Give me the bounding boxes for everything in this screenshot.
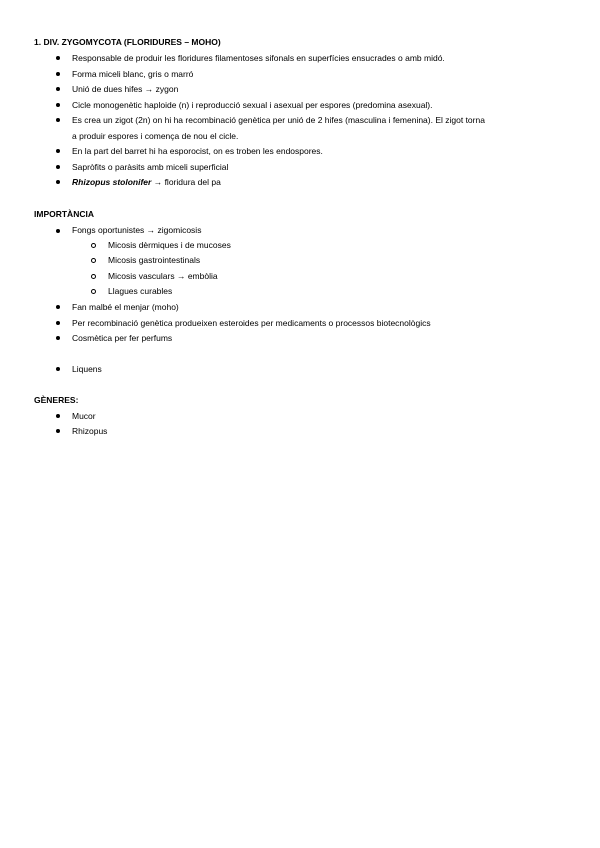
list-item: Fan malbé el menjar (moho): [72, 302, 179, 312]
list-item-continuation: a produir espores i comença de nou el cicle.: [72, 131, 239, 141]
list-item: Sapròfits o paràsits amb miceli superficial: [72, 162, 229, 172]
sub-bullet-icon: [91, 289, 96, 294]
list-item-species: [72, 177, 221, 188]
list-item: Mucor: [72, 411, 96, 421]
sub-list-item: Micosis dèrmiques i de mucoses: [108, 240, 231, 250]
bullet-icon: [56, 321, 60, 325]
list-item: Per recombinació genètica produeixen esteroides per medicaments o processos biotecnològics: [72, 318, 431, 328]
list-item: Es crea un zigot (2n) on hi ha recombinació genètica per unió de 2 hifes (masculina i femenina). El zigot torna: [72, 115, 485, 125]
species-description: → floridura del pa: [151, 177, 221, 187]
bullet-icon: [56, 87, 60, 91]
sub-list-item: Micosis vasculars → embòlia: [108, 271, 218, 281]
section-title-zygomycota: 1. DIV. ZYGOMYCOTA (FLORIDURES – MOHO): [34, 37, 221, 47]
sub-bullet-icon: [91, 243, 96, 248]
bullet-icon: [56, 229, 60, 233]
bullet-icon: [56, 118, 60, 122]
list-item: En la part del barret hi ha esporocist, on es troben les endospores.: [72, 146, 323, 156]
sub-list-item: Micosis gastrointestinals: [108, 255, 201, 265]
bullet-icon: [56, 165, 60, 169]
list-item: Cicle monogenètic haploide (n) i reproducció sexual i asexual per espores (predomina asexual).: [72, 100, 433, 110]
sub-bullet-icon: [91, 258, 96, 263]
bullet-icon: [56, 72, 60, 76]
bullet-icon: [56, 103, 60, 107]
bullet-icon: [56, 429, 60, 433]
list-item: Forma miceli blanc, gris o marró: [72, 69, 194, 79]
section-title-importancia: IMPORTÀNCIA: [34, 209, 94, 219]
list-item: Liquens: [72, 364, 102, 374]
sub-list-item: Llagues curables: [108, 286, 173, 296]
bullet-icon: [56, 414, 60, 418]
bullet-icon: [56, 305, 60, 309]
list-item: Unió de dues hifes → zygon: [72, 84, 179, 94]
list-item: Cosmètica per fer perfums: [72, 333, 173, 343]
species-name: Rhizopus stolonifer: [72, 177, 152, 187]
bullet-icon: [56, 336, 60, 340]
bullet-icon: [56, 149, 60, 153]
bullet-icon: [56, 180, 60, 184]
bullet-icon: [56, 367, 60, 371]
list-item: Responsable de produir les floridures filamentoses sifonals en superfícies ensucrades o amb midó.: [72, 53, 445, 63]
list-item: Fongs oportunistes → zigomicosis: [72, 225, 202, 235]
list-item: Rhizopus: [72, 426, 108, 436]
sub-bullet-icon: [91, 274, 96, 279]
bullet-icon: [56, 56, 60, 60]
section-title-generes: GÈNERES:: [34, 395, 79, 405]
